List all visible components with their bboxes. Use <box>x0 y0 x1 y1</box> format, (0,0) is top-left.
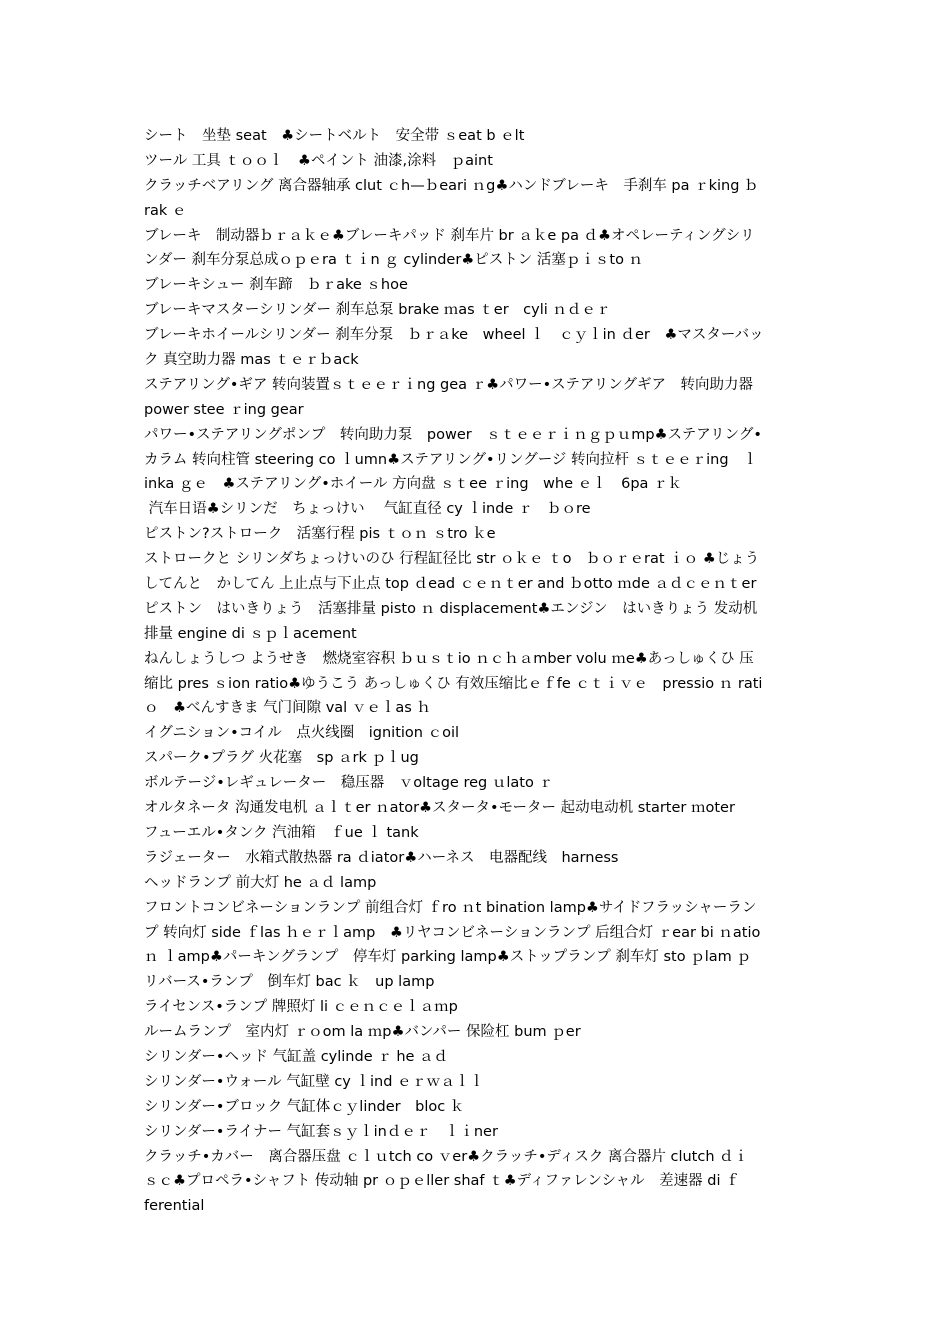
text-line: フロントコンビネーションランプ 前组合灯 ｆro ｎt bination lamp♣サイドフラッシャーラン <box>144 899 757 916</box>
text-line: ピストン?ストローク 活塞行程 pis ｔｏｎ ｓtro ｋe <box>144 526 496 543</box>
text-line: ボルテージ•レギュレーター 稳压器 ｖoltage reg ｕlato ｒ <box>144 775 553 792</box>
text-line: オルタネータ 沟通发电机 ａｌｔer ｎator♣スタータ•モーター 起动电动机 starter ｍoter <box>144 800 735 817</box>
text-line: ンダー 刹车分泵总成ｏｐｅra ｔｉn ｇ cylinder♣ピストン 活塞ｐｉｓto ｎ <box>144 252 644 269</box>
text-line: ブレーキ 制动器ｂｒａｋｅ♣ブレーキパッド 刹车片 br ａｋe pa ｄ♣オペレーティングシリ <box>144 227 755 244</box>
text-line: シリンダー•ヘッド 气缸盖 cylinde ｒ he ａｄ <box>144 1048 449 1065</box>
text-line: ｓｃ♣プロペラ•シャフト 传动轴 pr ｏｐｅller shaf ｔ♣ディファレンシャル 差速器 di ｆ <box>144 1173 740 1190</box>
text-line: ferential <box>144 1198 205 1215</box>
text-line: ピストン はいきりょう 活塞排量 pisto ｎ displacement♣エンジン はいきりょう 发动机 <box>144 600 758 617</box>
text-line: パワー•ステアリングポンプ 转向助力泵 power ｓｔｅｅｒｉｎｇｐｕmp♣ステアリング• <box>144 426 762 443</box>
text-line: ｎ ｌamp♣パーキングランプ 停车灯 parking lamp♣ストップランプ 刹车灯 sto ｐlam ｐ <box>144 949 751 966</box>
text-line: ステアリング•ギア 转向装置ｓｔｅｅｒｉng gea ｒ♣パワー•ステアリングギア 转向助力器 <box>144 376 754 393</box>
text-line: 排量 engine di ｓｐｌacement <box>144 625 357 642</box>
text-line: ツール 工具 ｔｏｏｌ ♣ペイント 油漆,涂料 ｐaint <box>144 152 493 169</box>
text-line: ルームランプ 室内灯 ｒｏom la ｍp♣バンパー 保险杠 bum ｐer <box>144 1024 581 1041</box>
text-line: ライセンス•ランプ 牌照灯 li ｃｅｎｃｅｌａｍp <box>144 999 458 1016</box>
text-line: フューエル•タンク 汽油箱 ｆue ｌ tank <box>144 824 419 841</box>
text-line: ｏ ♣べんすきま 气门间隙 val ｖｅｌas ｈ <box>144 700 431 717</box>
text-line: 汽车日语♣シリンだ ちょっけい 气缸直径 cy ｌinde ｒ ｂｏre <box>144 501 591 518</box>
text-line: ラジェーター 水箱式散热器 ra ｄiator♣ハーネス 电器配线 harness <box>144 849 619 866</box>
text-line: イグニション•コイル 点火线圈 ignition ｃoil <box>144 725 460 742</box>
text-line: 缩比 pres ｓion ratio♣ゆうこう あっしゅくひ 有效压缩比ｅｆfe ｃｔｉｖｅ pressio ｎ rati <box>144 675 763 692</box>
text-line: シリンダー•ウォール 气缸壁 cy ｌind ｅｒｗａｌｌ <box>144 1073 485 1090</box>
text-line: シリンダー•ブロック 气缸体ｃｙlinder bloc ｋ <box>144 1098 465 1115</box>
text-line: ク 真空助力器 mas ｔｅｒｂack <box>144 352 359 369</box>
text-line: リバース•ランプ 倒车灯 bac ｋ up lamp <box>144 974 435 991</box>
text-line: ねんしょうしつ ようせき 燃烧室容积 ｂｕｓｔio ｎｃｈａmber volu ｍe♣あっしゅくひ 压 <box>144 650 754 667</box>
glossary-text <box>144 124 808 1219</box>
text-line: inka ｇｅ ♣ステアリング•ホイール 方向盘 ｓｔee ｒing whe ｅｌ 6pa ｒｋ <box>144 476 683 493</box>
text-line: してんと かしてん 上止点与下止点 top ｄead ｃｅｎｔer and ｂotto ｍde ａｄｃｅｎｔer <box>144 576 757 593</box>
text-line: スパーク•プラグ 火花塞 sp ａrk ｐｌug <box>144 750 419 767</box>
text-line: ブレーキマスターシリンダー 刹车总泵 brake ｍas ｔer cyli ｎｄｅｒ <box>144 302 611 319</box>
text-line: ヘッドランプ 前大灯 he ａｄ lamp <box>144 874 377 891</box>
text-line: rak ｅ <box>144 202 187 219</box>
text-line: power stee ｒing gear <box>144 401 304 418</box>
text-line: ストロークと シリンダちょっけいのひ 行程缸径比 str ｏｋｅ ｔo ｂｏｒｅrat ｉｏ ♣じょう <box>144 551 760 568</box>
text-line: カラム 转向柱管 steering co ｌumn♣ステアリング•リングージ 转向拉杆 ｓｔｅｅｒing ｌ <box>144 451 758 468</box>
text-line: クラッチ•カバー 离合器压盘 ｃｌｕtch co ｖer♣クラッチ•ディスク 离合器片 clutch ｄｉ <box>144 1148 749 1165</box>
text-line: ブレーキシュー 刹车蹄 ｂｒake ｓhoe <box>144 277 408 294</box>
text-line: ブレーキホイールシリンダー 刹车分泵 ｂｒａke wheel ｌ ｃｙｌin ｄer ♣マスターバッ <box>144 327 764 344</box>
text-line: シート 坐垫 seat ♣シートベルト 安全带 ｓeat b ｅlt <box>144 128 525 144</box>
text-line: クラッチベアリング 离合器轴承 clut ｃh—ｂeari ｎg♣ハンドブレーキ 手刹车 pa ｒking ｂ <box>144 177 759 194</box>
text-line: プ 转向灯 side ｆlas ｈｅｒｌamp ♣リヤコンビネーションランプ 后组合灯 ｒear bi ｎatio <box>144 924 761 941</box>
text-line: シリンダー•ライナー 气缸套ｓｙｌinｄｅｒ ｌｉner <box>144 1123 498 1140</box>
